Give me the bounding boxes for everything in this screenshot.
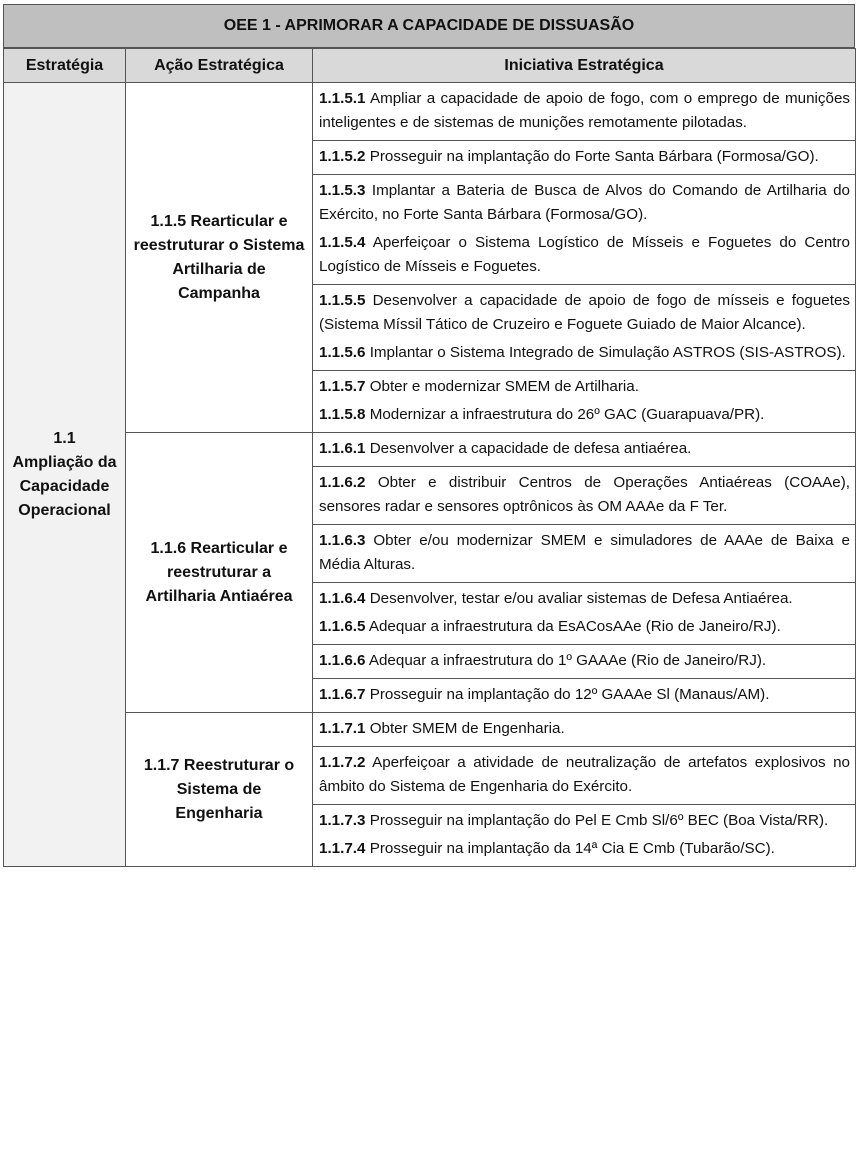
initiative-item — [319, 289, 850, 337]
initiative-text: Prosseguir na implantação do Pel E Cmb Sl/6º BEC (Boa Vista/RR). — [369, 812, 829, 829]
initiative-item — [319, 437, 850, 461]
initiative-code: 1.1.7.3 — [319, 812, 366, 829]
initiative-code: 1.1.5.1 — [319, 90, 366, 107]
initiative-cell — [313, 83, 856, 141]
initiative-item — [319, 87, 850, 135]
initiative-item — [319, 837, 850, 861]
initiative-cell — [313, 433, 856, 467]
initiative-item — [319, 809, 850, 833]
initiative-text: Implantar o Sistema Integrado de Simulação ASTROS (SIS-ASTROS). — [369, 344, 846, 361]
initiative-cell — [313, 679, 856, 713]
initiative-text: Obter SMEM de Engenharia. — [369, 720, 565, 737]
table-row — [4, 433, 856, 467]
table-row — [4, 83, 856, 141]
initiative-code: 1.1.6.7 — [319, 686, 366, 703]
document-page — [3, 4, 855, 867]
initiative-code: 1.1.6.6 — [319, 652, 366, 669]
initiative-text: Implantar a Bateria de Busca de Alvos do Comando de Artilharia do Exército, no Forte Santa Bárbara (Formosa/GO). — [319, 182, 850, 223]
initiative-code: 1.1.7.2 — [319, 754, 366, 771]
initiative-cell — [313, 141, 856, 175]
initiative-code: 1.1.6.1 — [319, 440, 366, 457]
initiative-cell — [313, 583, 856, 645]
strategy-cell — [4, 83, 126, 867]
initiative-text: Ampliar a capacidade de apoio de fogo, com o emprego de munições inteligentes e de sistemas de munições remotamente pilotadas. — [319, 90, 850, 131]
strategy-line: Ampliação da — [12, 453, 117, 471]
action-cell: 1.1.6 Rearticular e reestruturar a Artilharia Antiaérea — [126, 433, 313, 713]
initiative-item — [319, 587, 850, 611]
header-iniciativa-estrategica: Iniciativa Estratégica — [313, 49, 856, 83]
initiative-code: 1.1.5.7 — [319, 378, 366, 395]
table-title: OEE 1 - APRIMORAR A CAPACIDADE DE DISSUASÃO — [3, 4, 855, 48]
initiative-text: Aperfeiçoar a atividade de neutralização de artefatos explosivos no âmbito do Sistema de Engenharia do Exército. — [319, 754, 850, 795]
initiative-item — [319, 145, 850, 169]
initiative-code: 1.1.6.3 — [319, 532, 366, 549]
initiative-code: 1.1.5.6 — [319, 344, 366, 361]
initiative-code: 1.1.5.2 — [319, 148, 366, 165]
initiative-cell — [313, 285, 856, 371]
initiative-item — [319, 529, 850, 577]
initiative-cell — [313, 713, 856, 747]
initiative-text: Adequar a infraestrutura da EsACosAAe (Rio de Janeiro/RJ). — [368, 618, 781, 635]
initiative-text: Desenvolver a capacidade de defesa antiaérea. — [369, 440, 692, 457]
initiative-text: Obter e distribuir Centros de Operações Antiaéreas (COAAe), sensores radar e sensores optrônicos às OM AAAe da F Ter. — [319, 474, 850, 515]
initiative-text: Obter e/ou modernizar SMEM e simuladores de AAAe de Baixa e Média Alturas. — [319, 532, 850, 573]
initiative-item — [319, 615, 850, 639]
table-row — [4, 713, 856, 747]
initiative-item — [319, 341, 850, 365]
initiative-code: 1.1.5.5 — [319, 292, 366, 309]
initiative-code: 1.1.6.2 — [319, 474, 366, 491]
initiative-text: Obter e modernizar SMEM de Artilharia. — [369, 378, 639, 395]
initiative-code: 1.1.5.3 — [319, 182, 366, 199]
initiative-item — [319, 179, 850, 227]
initiative-text: Prosseguir na implantação do 12º GAAAe Sl (Manaus/AM). — [369, 686, 770, 703]
initiative-item — [319, 751, 850, 799]
initiative-cell — [313, 805, 856, 867]
initiative-cell — [313, 371, 856, 433]
initiative-text: Desenvolver a capacidade de apoio de fogo de mísseis e foguetes (Sistema Míssil Tático de Cruzeiro e Foguete Guiado de Maior Alcance). — [319, 292, 850, 333]
initiative-text: Adequar a infraestrutura do 1º GAAAe (Rio de Janeiro/RJ). — [368, 652, 767, 669]
initiative-cell — [313, 645, 856, 679]
initiative-code: 1.1.7.4 — [319, 840, 366, 857]
strategy-line: Operacional — [18, 501, 111, 519]
initiative-item — [319, 649, 850, 673]
header-row — [4, 49, 856, 83]
initiative-item — [319, 375, 850, 399]
initiative-item — [319, 403, 850, 427]
initiative-code: 1.1.5.4 — [319, 234, 366, 251]
action-cell: 1.1.5 Rearticular e reestruturar o Sistema Artilharia de Campanha — [126, 83, 313, 433]
initiative-cell — [313, 525, 856, 583]
initiative-code: 1.1.7.1 — [319, 720, 366, 737]
initiative-text: Prosseguir na implantação do Forte Santa Bárbara (Formosa/GO). — [369, 148, 819, 165]
table-body — [4, 83, 856, 867]
initiative-text: Aperfeiçoar o Sistema Logístico de Mísseis e Foguetes do Centro Logístico de Mísseis e Foguetes. — [319, 234, 850, 275]
initiative-text: Prosseguir na implantação da 14ª Cia E Cmb (Tubarão/SC). — [369, 840, 775, 857]
initiative-text: Modernizar a infraestrutura do 26º GAC (Guarapuava/PR). — [369, 406, 765, 423]
initiative-item — [319, 683, 850, 707]
header-acao-estrategica: Ação Estratégica — [126, 49, 313, 83]
initiative-item — [319, 471, 850, 519]
initiative-code: 1.1.6.5 — [319, 618, 366, 635]
initiative-item — [319, 717, 850, 741]
initiative-cell — [313, 175, 856, 285]
initiative-cell — [313, 747, 856, 805]
strategy-line: Capacidade — [19, 477, 110, 495]
initiative-cell — [313, 467, 856, 525]
initiative-item — [319, 231, 850, 279]
header-estrategia: Estratégia — [4, 49, 126, 83]
initiative-text: Desenvolver, testar e/ou avaliar sistemas de Defesa Antiaérea. — [369, 590, 793, 607]
strategy-line: 1.1 — [53, 429, 76, 447]
strategy-table — [3, 48, 856, 867]
action-cell: 1.1.7 Reestruturar o Sistema de Engenharia — [126, 713, 313, 867]
initiative-code: 1.1.5.8 — [319, 406, 366, 423]
initiative-code: 1.1.6.4 — [319, 590, 366, 607]
